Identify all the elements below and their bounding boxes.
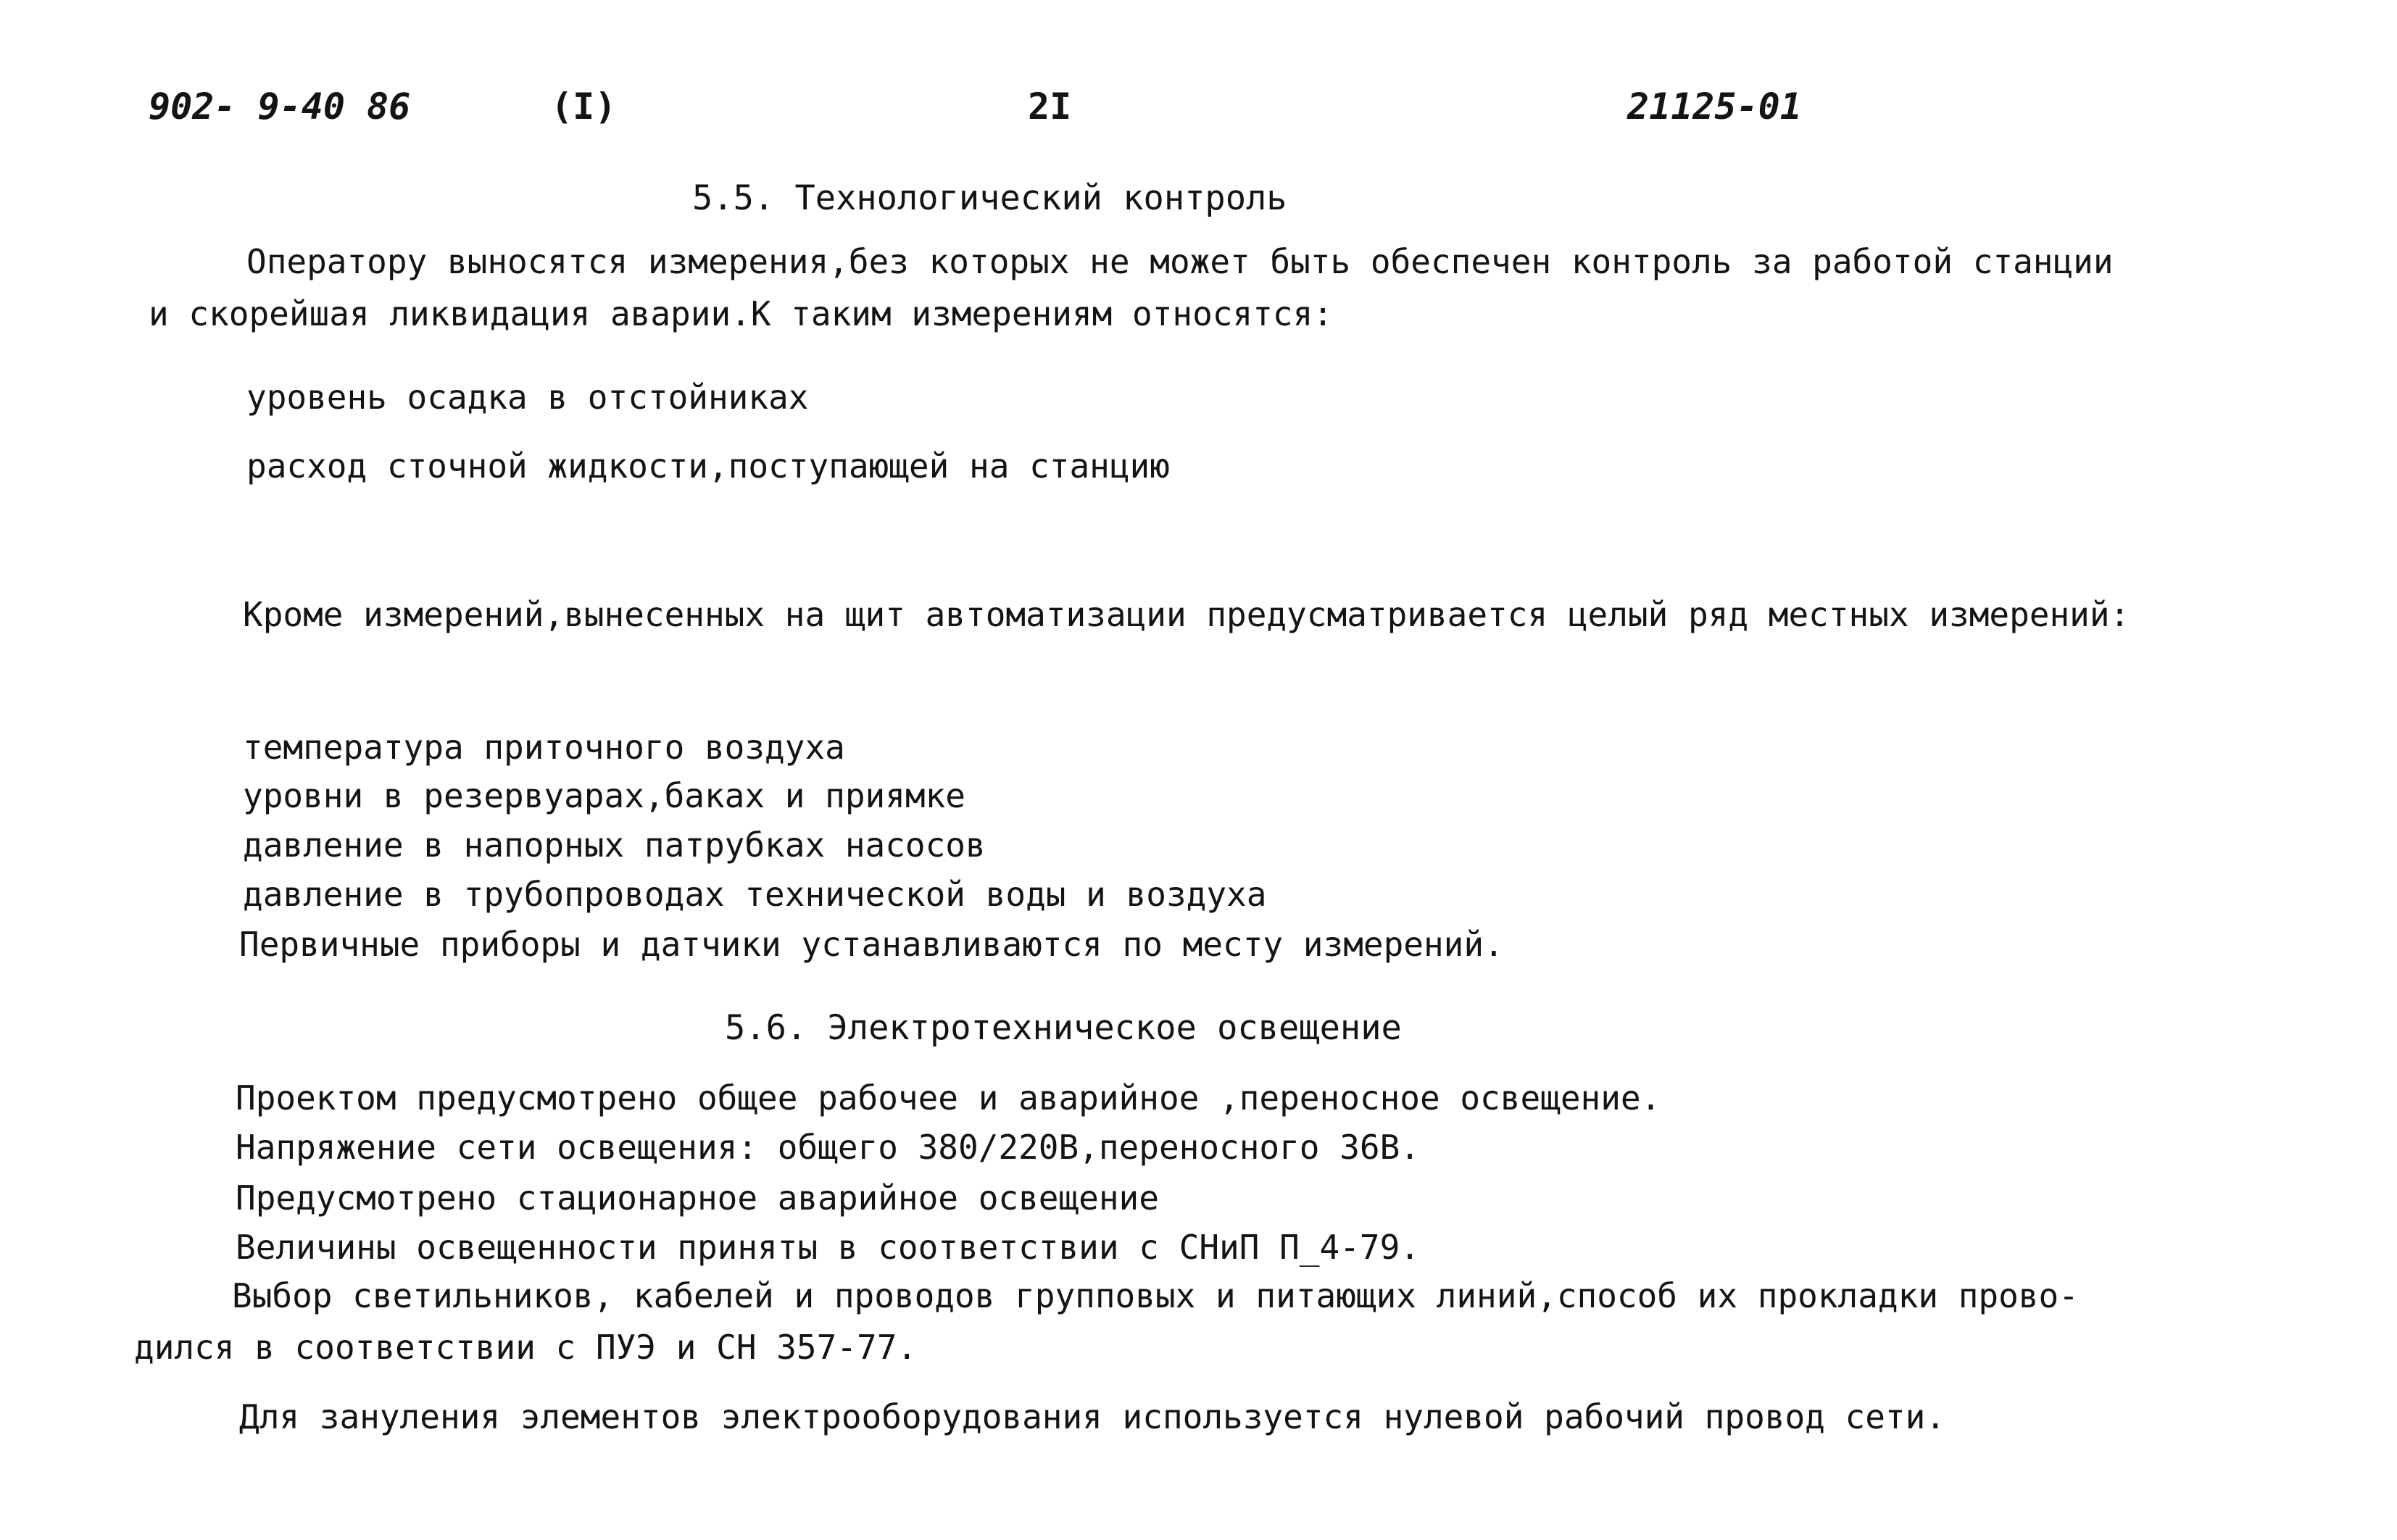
local-item: давление в трубопроводах технической воды и воздуха: [243, 875, 1267, 914]
lighting-line: Выбор светильников, кабелей и проводов групповых и питающих линий,способ их прокладки прово-: [232, 1276, 2079, 1315]
intro-line-2: и скорейшая ликвидация аварии.К таким измерениям относятся:: [149, 294, 1333, 333]
lighting-line: Предусмотрено стационарное аварийное освещение: [236, 1178, 1159, 1218]
project-code: 902- 9-40 86: [149, 86, 411, 128]
local-item: температура приточного воздуха: [243, 728, 845, 767]
section-5-5-heading: 5.5. Технологический контроль: [692, 178, 1287, 218]
part-number: (I): [551, 86, 617, 128]
intro-line-1: Оператору выносятся измерения,без которых не может быть обеспечен контроль за работой станции: [246, 242, 2114, 281]
lighting-line: Проектом предусмотрено общее рабочее и аварийное ,переносное освещение.: [236, 1078, 1661, 1117]
document-number: 21125-01: [1627, 86, 1802, 128]
lighting-line: Напряжение сети освещения: общего 380/220В,переносного 36В.: [236, 1128, 1420, 1167]
local-item: уровни в резервуарах,баках и приямке: [243, 776, 965, 815]
local-item: давление в напорных патрубках насосов: [243, 825, 986, 865]
operator-item: уровень осадка в отстойниках: [246, 378, 809, 417]
lighting-line: Величины освещенности приняты в соответствии с СНиП П_4-79.: [236, 1228, 1420, 1267]
local-item: Первичные приборы и датчики устанавливаются по месту измерений.: [239, 925, 1504, 964]
operator-item: расход сточной жидкости,поступающей на станцию: [246, 446, 1170, 486]
section-5-6-heading: 5.6. Электротехническое освещение: [725, 1008, 1402, 1048]
local-measurements-intro: Кроме измерений,вынесенных на щит автоматизации предусматривается целый ряд местных измерений:: [243, 595, 2130, 634]
lighting-line: дился в соответствии с ПУЭ и СН 357-77.: [134, 1328, 918, 1367]
grounding-line: Для зануления элементов электрооборудования используется нулевой рабочий провод сети.: [239, 1397, 1946, 1436]
page-number: 2I: [1028, 86, 1072, 128]
